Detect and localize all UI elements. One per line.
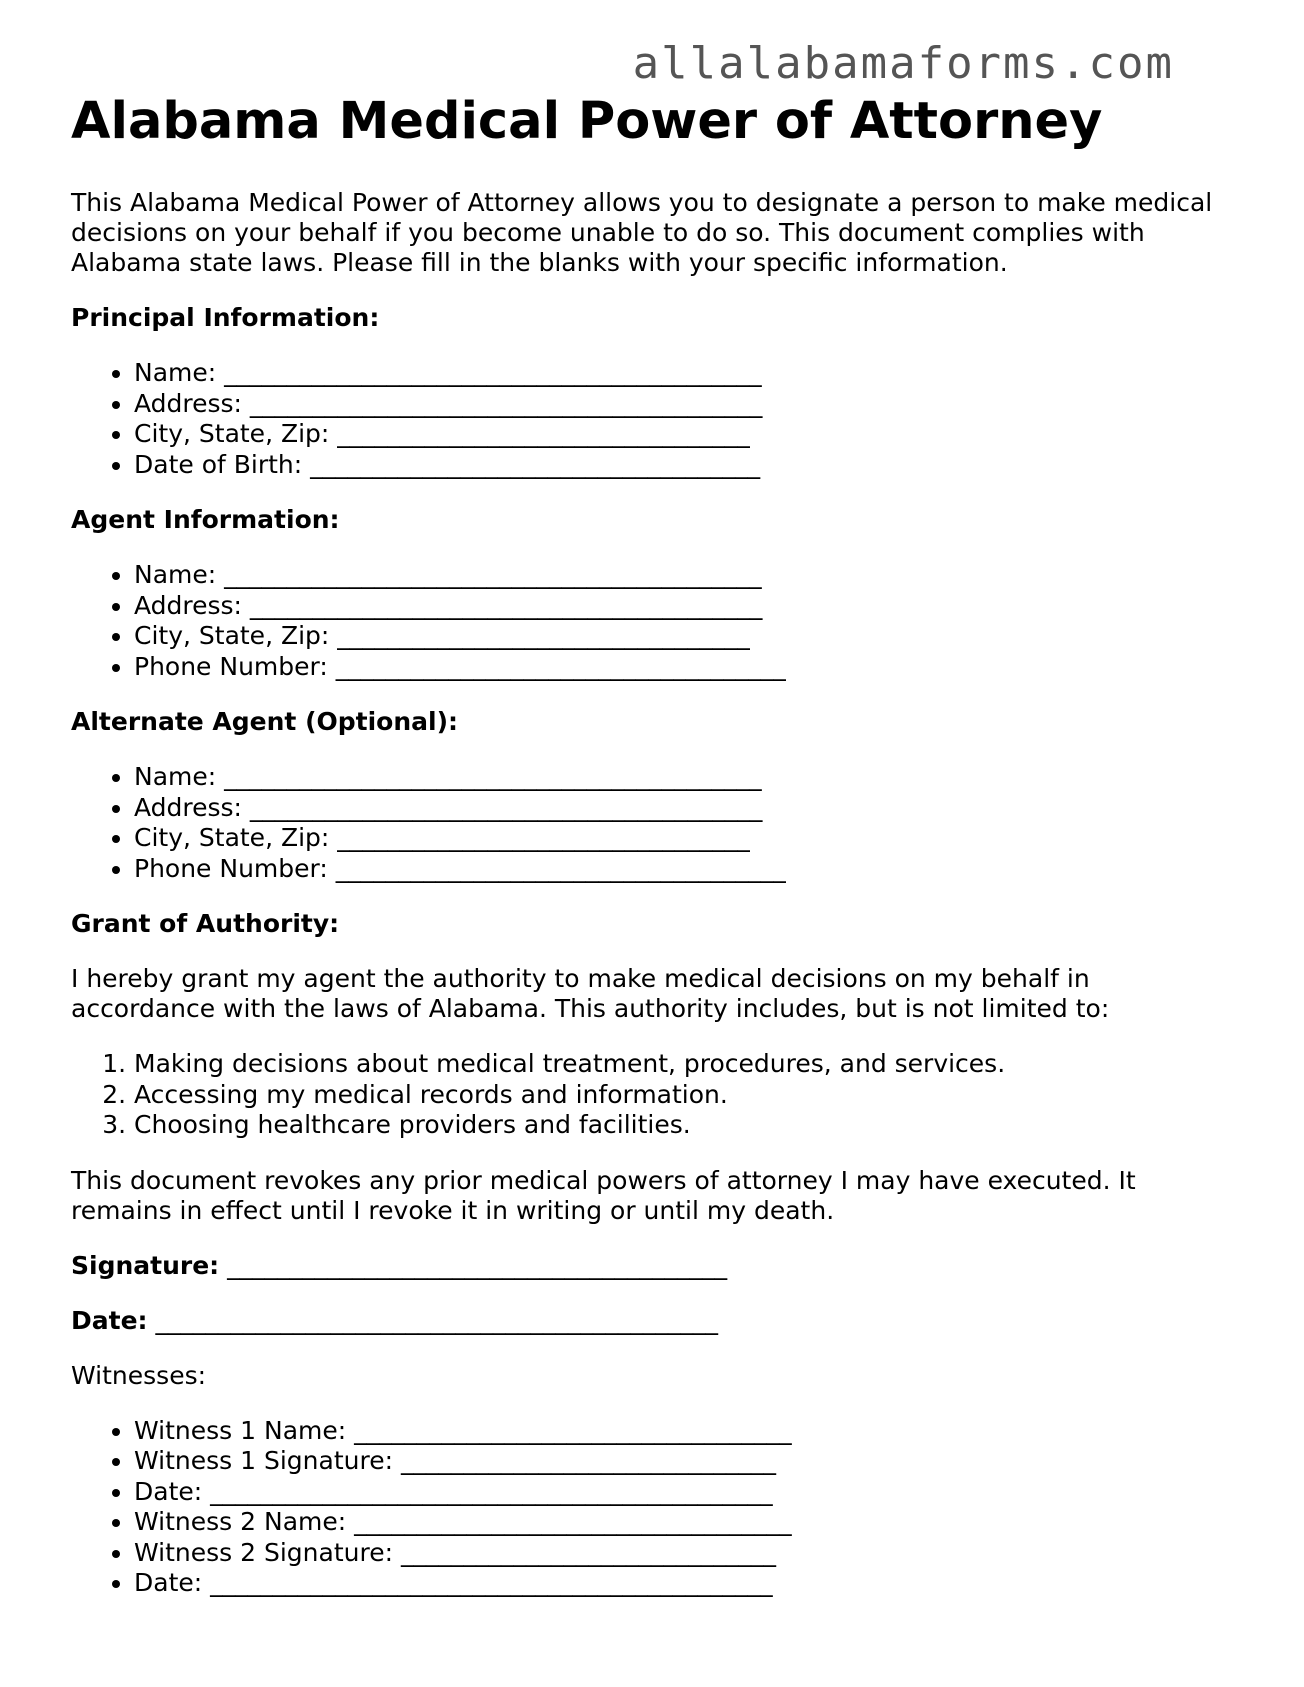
date-line xyxy=(71,1306,1231,1336)
alternate-agent-phone-field: • Phone Number: ____________________________________ xyxy=(134,854,1231,885)
revocation-paragraph: This document revokes any prior medical powers of attorney I may have executed. It remains in effect until I revoke it in writing or until my death. xyxy=(71,1165,1136,1225)
alternate-agent-address-field: • Address: _________________________________________ xyxy=(134,793,1231,824)
alternate-agent-fields-list xyxy=(71,762,1231,884)
witness-1-date-field: • Date: _____________________________________________ xyxy=(134,1477,1231,1508)
principal-address-field: • Address: _________________________________________ xyxy=(134,389,1231,420)
grant-item: 2. Accessing my medical records and information. xyxy=(134,1080,1231,1111)
principal-heading: Principal Information: xyxy=(71,303,380,332)
signature-line xyxy=(71,1251,1231,1281)
agent-fields-list xyxy=(71,560,1231,682)
signature-label: Signature: xyxy=(71,1250,220,1280)
principal-city-state-zip-field: • City, State, Zip: _________________________________ xyxy=(134,419,1231,450)
witness-1-signature-field: • Witness 1 Signature: ______________________________ xyxy=(134,1446,1231,1477)
grant-heading: Grant of Authority: xyxy=(71,909,340,938)
alternate-agent-name-field: • Name: ___________________________________________ xyxy=(134,762,1231,793)
grant-authority-list xyxy=(71,1049,1231,1141)
document-title: Alabama Medical Power of Attorney xyxy=(71,92,1103,151)
grant-paragraph: I hereby grant my agent the authority to make medical decisions on my behalf in accordance with the laws of Alabama. This authority includes, but is not limited to: xyxy=(71,964,1110,1023)
principal-fields-list xyxy=(71,358,1231,480)
signature-blank: ________________________________________ xyxy=(219,1250,728,1280)
watermark-text: allalabamaforms.com xyxy=(632,38,1174,89)
witnesses-fields-list xyxy=(71,1416,1231,1599)
intro-paragraph: This Alabama Medical Power of Attorney allows you to designate a person to make medical decisions on your behalf if you become unable to do so. This document complies with Alabama state laws. Please fill in the blanks with your specific information. xyxy=(71,188,1213,277)
date-label: Date: xyxy=(71,1305,148,1335)
witness-1-name-field: • Witness 1 Name: ___________________________________ xyxy=(134,1416,1231,1447)
alternate-agent-heading: Alternate Agent (Optional): xyxy=(71,707,459,736)
witnesses-heading: Witnesses: xyxy=(71,1360,207,1390)
witness-2-name-field: • Witness 2 Name: ___________________________________ xyxy=(134,1507,1231,1538)
agent-phone-field: • Phone Number: ____________________________________ xyxy=(134,652,1231,683)
agent-city-state-zip-field: • City, State, Zip: _________________________________ xyxy=(134,621,1231,652)
date-blank: _____________________________________________ xyxy=(147,1305,718,1335)
witness-2-date-field: • Date: _____________________________________________ xyxy=(134,1568,1231,1599)
principal-dob-field: • Date of Birth: ____________________________________ xyxy=(134,450,1231,481)
alternate-agent-city-state-zip-field: • City, State, Zip: _________________________________ xyxy=(134,823,1231,854)
principal-name-field: • Name: ___________________________________________ xyxy=(134,358,1231,389)
witness-2-signature-field: • Witness 2 Signature: ______________________________ xyxy=(134,1538,1231,1569)
agent-name-field: • Name: ___________________________________________ xyxy=(134,560,1231,591)
agent-address-field: • Address: _________________________________________ xyxy=(134,591,1231,622)
grant-item: 1. Making decisions about medical treatment, procedures, and services. xyxy=(134,1049,1231,1080)
agent-heading: Agent Information: xyxy=(71,505,340,534)
grant-item: 3. Choosing healthcare providers and facilities. xyxy=(134,1110,1231,1141)
document-page xyxy=(71,88,1231,1624)
